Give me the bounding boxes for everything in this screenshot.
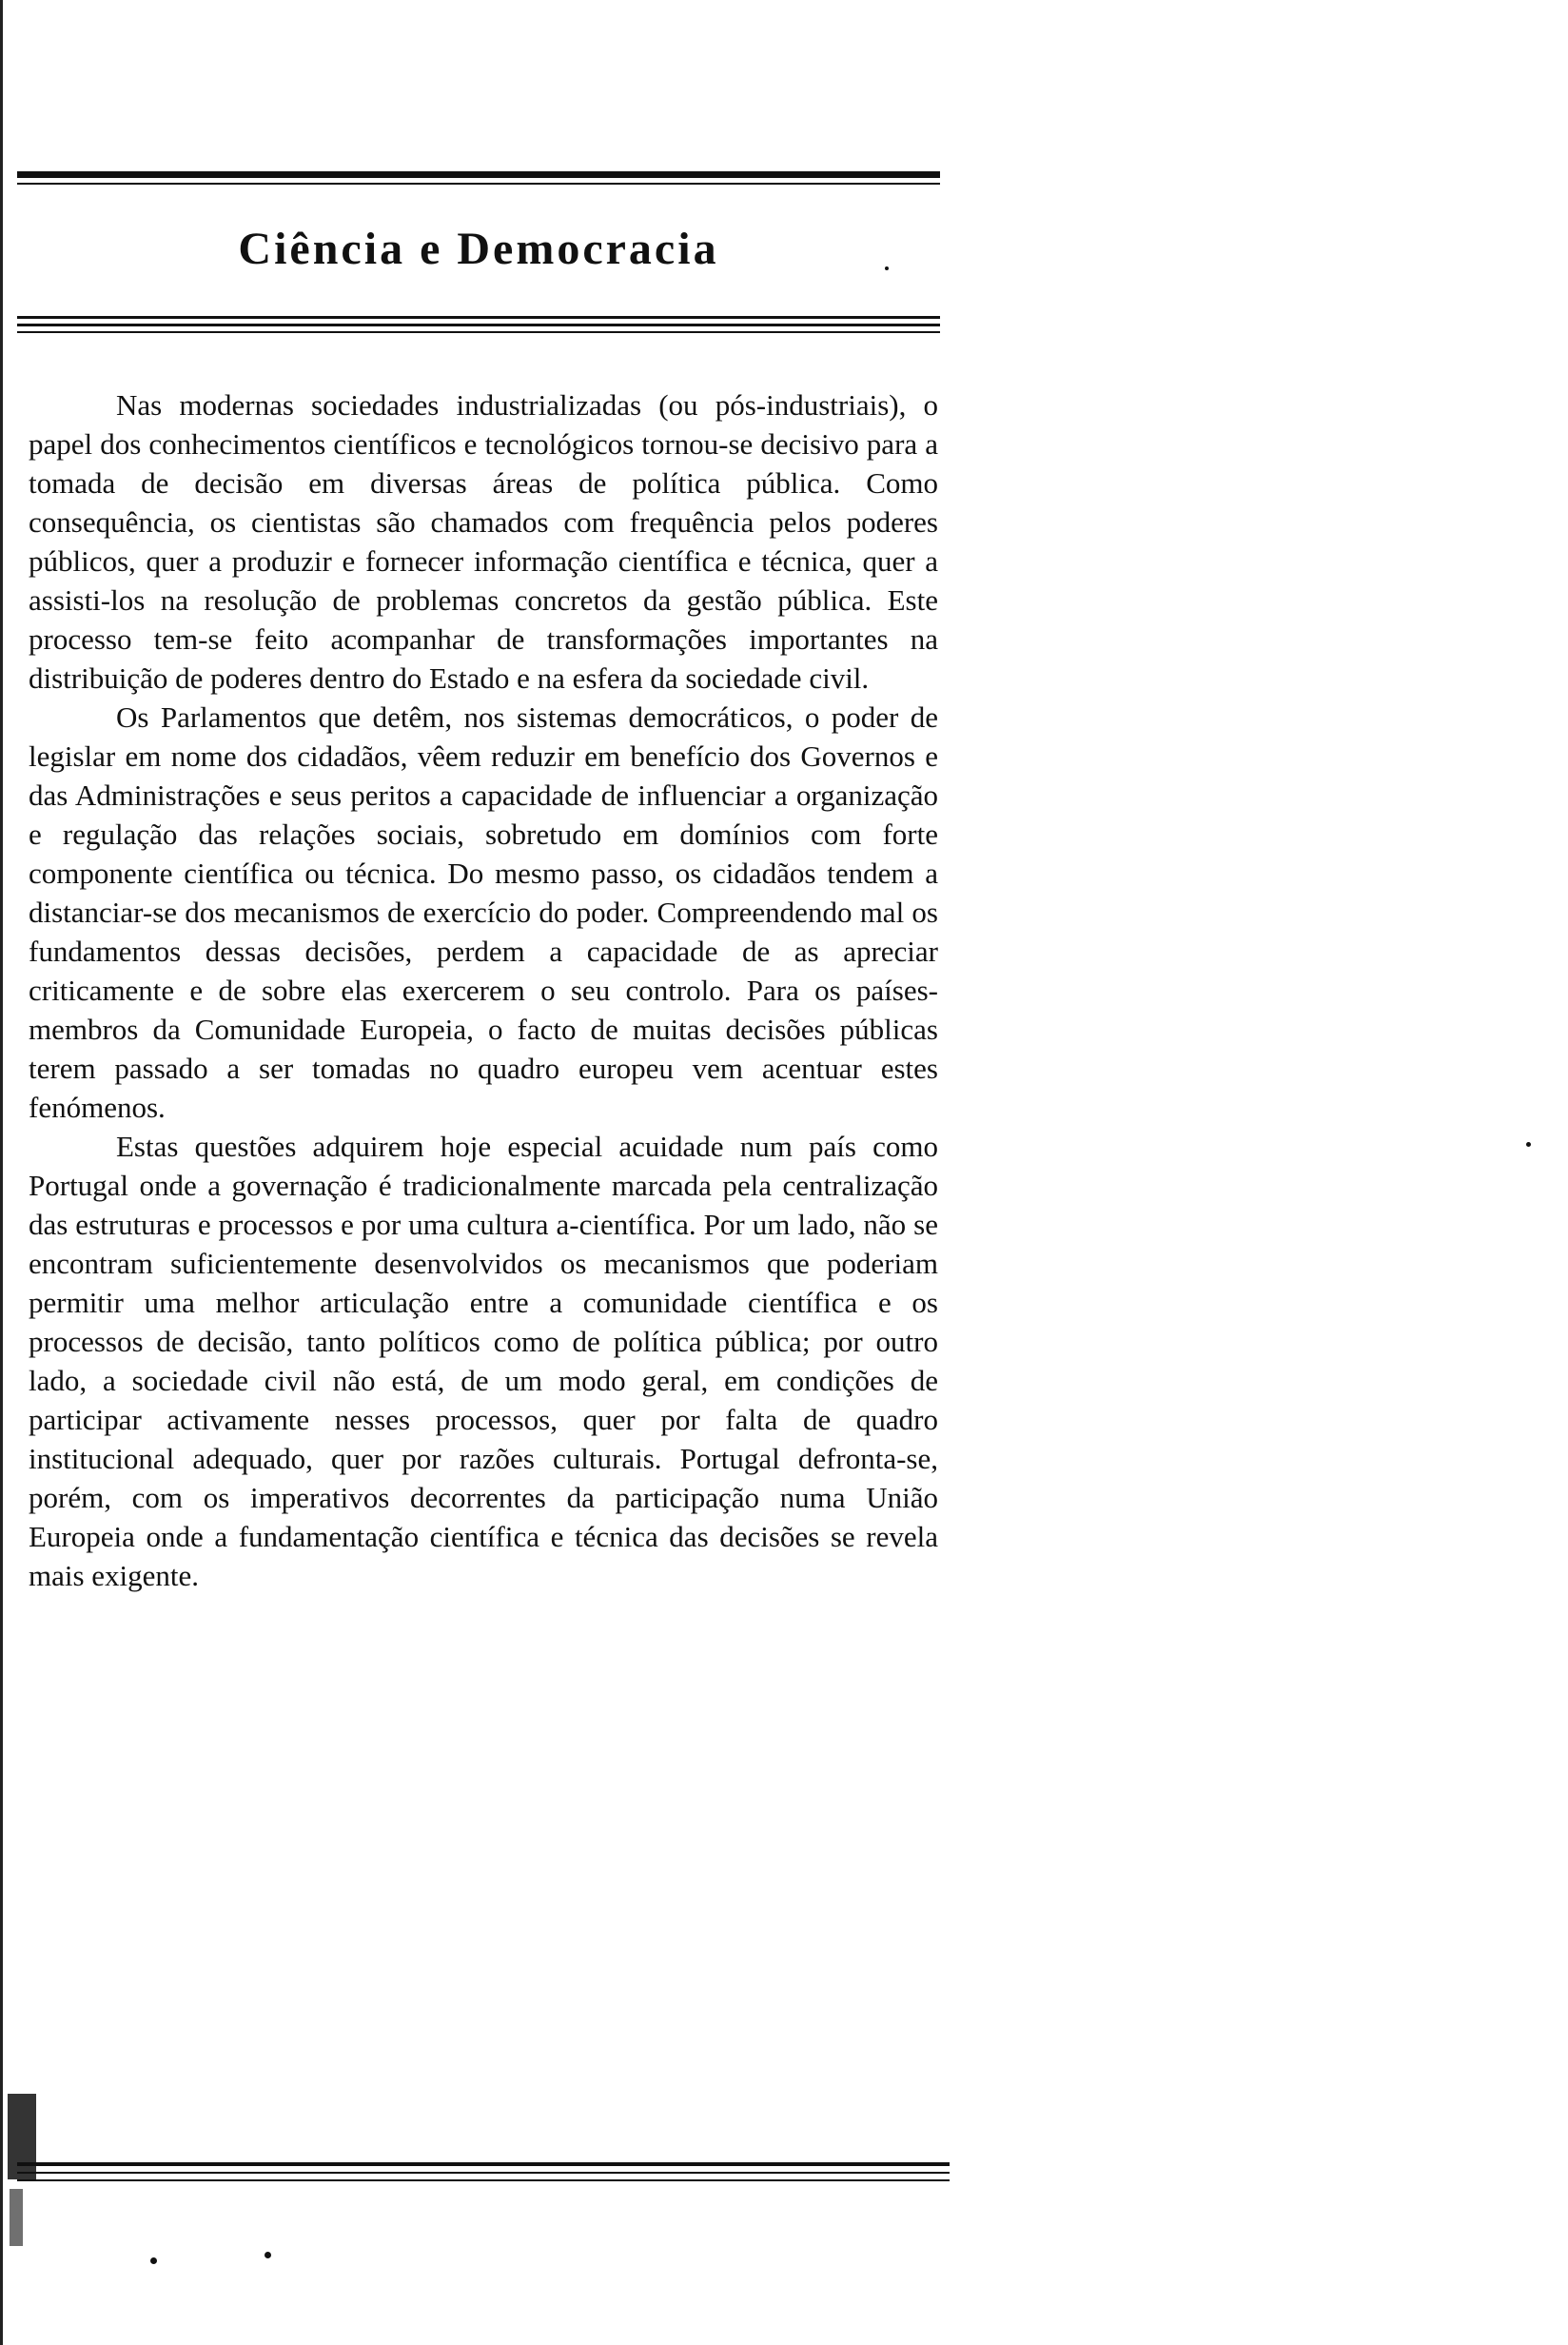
scan-smudge (10, 2189, 23, 2246)
title-rule-line-1 (17, 316, 940, 319)
paragraph-3: Estas questões adquirem hoje especial acuidade num país como Portugal onde a governação é tradicionalmente marcada pela centralização das estruturas e processos e por uma cultura a-científica. Por um lado, não se encontram suficientemente desenvolvidos os mecanismos que poderiam permitir uma melhor articulação entre a comunidade científica e os processos de decisão, tanto políticos como de política pública; por outro lado, a sociedade civil não está, de um modo geral, em condições de participar activamente nesses processos, quer por falta de quadro institucional adequado, quer por razões culturais. Portugal defronta-se, porém, com os imperativos decorrentes da participação numa União Europeia onde a fundamentação científica e técnica das decisões se revela mais exigente. (29, 1130, 938, 1592)
scan-speck (1526, 1142, 1531, 1147)
scan-speck (885, 266, 889, 270)
scan-speck (265, 2252, 271, 2258)
page-edge-line (0, 0, 3, 2345)
paragraph-2: Os Parlamentos que detêm, nos sistemas democráticos, o poder de legislar em nome dos cidadãos, vêem reduzir em benefício dos Governos e das Administrações e seus peritos a capacidade de influenciar a organização e regulação das relações sociais, sobretudo em domínios com forte componente científica ou técnica. Do mesmo passo, os cidadãos tendem a distanciar-se dos mecanismos de exercício do poder. Compreendendo mal os fundamentos dessas decisões, perdem a capacidade de as apreciar criticamente e de sobre elas exercerem o seu controlo. Para os países-membros da Comunidade Europeia, o facto de muitas decisões públicas terem passado a ser tomadas no quadro europeu vem acentuar estes fenómenos. (29, 700, 938, 1124)
bottom-rule-line-3 (17, 2179, 950, 2181)
scan-speck (150, 2257, 157, 2264)
bottom-rule-line-2 (17, 2172, 950, 2174)
top-rule-thick (17, 171, 940, 178)
title-rule-line-2 (17, 324, 940, 326)
article-title: Ciência e Democracia (238, 224, 719, 274)
bottom-rule-line-1 (17, 2162, 950, 2166)
paragraph-1: Nas modernas sociedades industrializadas (ou pós-industriais), o papel dos conhecimentos científicos e tecnológicos tornou-se decisivo para a tomada de decisão em diversas áreas de política pública. Como consequência, os cientistas são chamados com frequência pelos poderes públicos, quer a produzir e fornecer informação científica e técnica, quer a assisti-los na resolução de problemas concretos da gestão pública. Este processo tem-se feito acompanhar de transformações importantes na distribuição de poderes dentro do Estado e na esfera da sociedade civil. (29, 388, 938, 695)
scan-smudge (8, 2094, 36, 2179)
article-body (29, 385, 938, 1595)
title-rule-line-3 (17, 331, 940, 333)
top-rule-thin (17, 183, 940, 185)
